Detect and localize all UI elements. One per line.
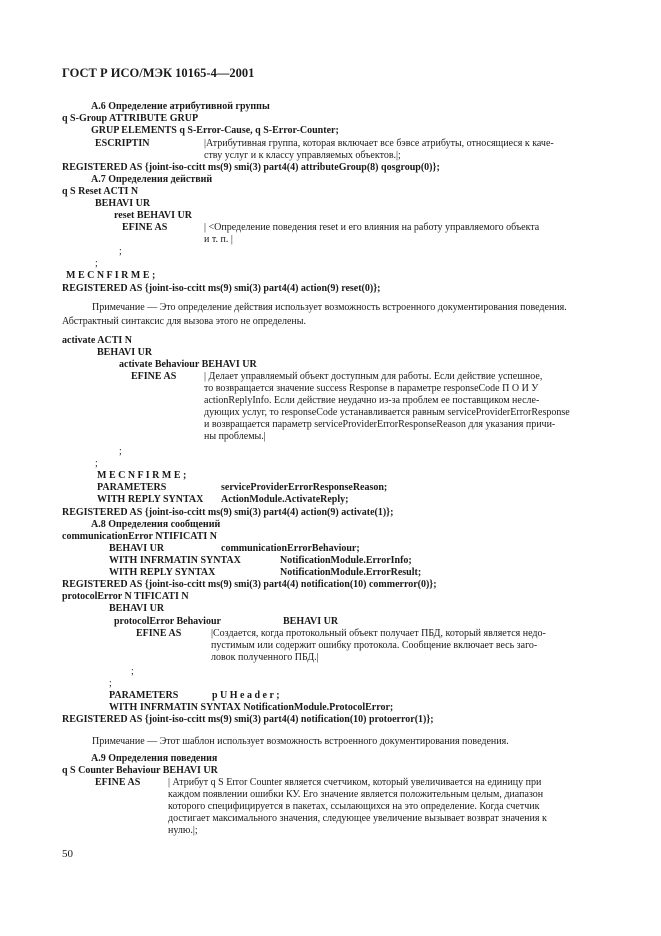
text-line: p U H e a d e r ; bbox=[212, 690, 280, 701]
text-line: ESCRIPTIN bbox=[95, 138, 150, 149]
text-line: ActionModule.ActivateReply; bbox=[221, 494, 349, 505]
text-line: пустимым или содержит ошибку протокола. Сообщение включает весь заго- bbox=[211, 640, 538, 651]
text-line: M E C N F I R M E ; bbox=[66, 270, 156, 281]
text-line: actionReplyInfo. Если действие неудачно из-за проблем ее поставщиком несле- bbox=[204, 395, 540, 406]
text-line: communicationErrorBehaviour; bbox=[221, 543, 360, 554]
text-line: ству услуг и к классу управляемых объектов.|; bbox=[204, 150, 401, 161]
text-line: BEHAVI UR bbox=[95, 198, 151, 209]
text-line: то возвращается значение success Response в параметре responseCode П О И У bbox=[204, 383, 539, 394]
document-header: ГОСТ Р ИСО/МЭК 10165-4—2001 bbox=[62, 66, 255, 80]
text-line: ны проблемы.| bbox=[204, 431, 266, 442]
text-line: ; bbox=[119, 446, 122, 457]
page-number: 50 bbox=[62, 848, 73, 860]
text-line: q S Reset ACTI N bbox=[62, 186, 139, 197]
text-line: нулю.|; bbox=[168, 825, 198, 836]
text-line: PARAMETERS bbox=[109, 690, 179, 701]
text-line: reset BEHAVI UR bbox=[114, 210, 192, 221]
text-line: дующих услуг, то responseCode устанавливается равным serviceProviderErrorResponse bbox=[204, 407, 570, 418]
text-line: которого специфицируется в пакетах, ссылающихся на это определение. Когда счетчик bbox=[168, 801, 540, 812]
text-line: REGISTERED AS {joint-iso-ccitt ms(9) smi(3) part4(4) notification(10) commerror(0)}; bbox=[62, 579, 437, 590]
text-line: activate Behaviour BEHAVI UR bbox=[119, 359, 257, 370]
note-paragraph: Примечание — Этот шаблон использует возможность встроенного документирования поведения. bbox=[92, 736, 509, 747]
text-line: A.9 Определения поведения bbox=[91, 753, 218, 764]
text-line: A.7 Определения действий bbox=[91, 174, 213, 185]
text-line: activate ACTI N bbox=[62, 335, 132, 346]
text-line: WITH INFRMATIN SYNTAX bbox=[109, 555, 241, 566]
text-line: REGISTERED AS {joint-iso-ccitt ms(9) smi(3) part4(4) notification(10) protoerror(1)}; bbox=[62, 714, 434, 725]
text-line: PARAMETERS bbox=[97, 482, 167, 493]
text-line: WITH REPLY SYNTAX bbox=[97, 494, 204, 505]
text-line: BEHAVI UR bbox=[109, 543, 165, 554]
text-line: ; bbox=[131, 666, 134, 677]
text-line: WITH INFRMATIN SYNTAX NotificationModule.ProtocolError; bbox=[109, 702, 394, 713]
text-line: EFINE AS bbox=[122, 222, 168, 233]
text-line: M E C N F I R M E ; bbox=[97, 470, 187, 481]
text-line: q S Counter Behaviour BEHAVI UR bbox=[62, 765, 218, 776]
text-line: serviceProviderErrorResponseReason; bbox=[221, 482, 388, 493]
text-line: A.6 Определение атрибутивной группы bbox=[91, 101, 270, 112]
text-line: BEHAVI UR bbox=[283, 616, 339, 627]
text-line: ловок полученного ПБД.| bbox=[211, 652, 319, 663]
text-line: A.8 Определения сообщений bbox=[91, 519, 221, 530]
text-line: достигает максимального значения, следующее увеличение вызывает возврат значения к bbox=[168, 813, 547, 824]
text-line: BEHAVI UR bbox=[97, 347, 153, 358]
text-line: ; bbox=[95, 458, 98, 469]
text-line: ; bbox=[119, 246, 122, 257]
text-line: | Делает управляемый объект доступным для работы. Если действие успешное, bbox=[204, 371, 543, 382]
text-line: EFINE AS bbox=[136, 628, 182, 639]
note-paragraph: Примечание — Это определение действия использует возможность встроенного документирования поведения. Абстрактный синтаксис для вызова этого не определены. bbox=[62, 302, 567, 327]
text-line: ; bbox=[109, 678, 112, 689]
text-line: и возвращается параметр serviceProviderErrorResponseReason для указания причи- bbox=[204, 419, 556, 430]
text-line: REGISTERED AS {joint-iso-ccitt ms(9) smi(3) part4(4) attributeGroup(8) qosgroup(0)}; bbox=[62, 162, 440, 173]
text-line: EFINE AS bbox=[95, 777, 141, 788]
text-line: protocolError Behaviour bbox=[114, 616, 221, 627]
text-line: каждом появлении ошибки КУ. Его значение является положительным целым, диапазон bbox=[168, 789, 544, 800]
text-line: EFINE AS bbox=[131, 371, 177, 382]
text-line: protocolError N TIFICATI N bbox=[62, 591, 189, 602]
text-line: ; bbox=[95, 258, 98, 269]
text-line: q S-Group ATTRIBUTE GRUP bbox=[62, 113, 199, 124]
text-line: GRUP ELEMENTS q S-Error-Cause, q S-Error-Counter; bbox=[91, 125, 339, 136]
text-line: | Атрибут q S Error Counter является счетчиком, который увеличивается на единицу при bbox=[168, 777, 542, 788]
text-line: communicationError NTIFICATI N bbox=[62, 531, 217, 542]
text-line: и т. п. | bbox=[204, 234, 233, 245]
text-line: |Атрибутивная группа, которая включает все бэвсе атрибуты, относящиеся к каче- bbox=[204, 138, 554, 149]
text-line: NotificationModule.ErrorInfo; bbox=[280, 555, 412, 566]
text-line: |Создается, когда протокольный объект получает ПБД, который является недо- bbox=[211, 628, 546, 639]
text-line: NotificationModule.ErrorResult; bbox=[280, 567, 422, 578]
text-line: | <Определение поведения reset и его влияния на работу управляемого объекта bbox=[204, 222, 540, 233]
text-line: WITH REPLY SYNTAX bbox=[109, 567, 216, 578]
text-line: REGISTERED AS {joint-iso-ccitt ms(9) smi(3) part4(4) action(9) activate(1)}; bbox=[62, 507, 394, 518]
text-line: REGISTERED AS {joint-iso-ccitt ms(9) smi(3) part4(4) action(9) reset(0)}; bbox=[62, 283, 381, 294]
text-line: BEHAVI UR bbox=[109, 603, 165, 614]
